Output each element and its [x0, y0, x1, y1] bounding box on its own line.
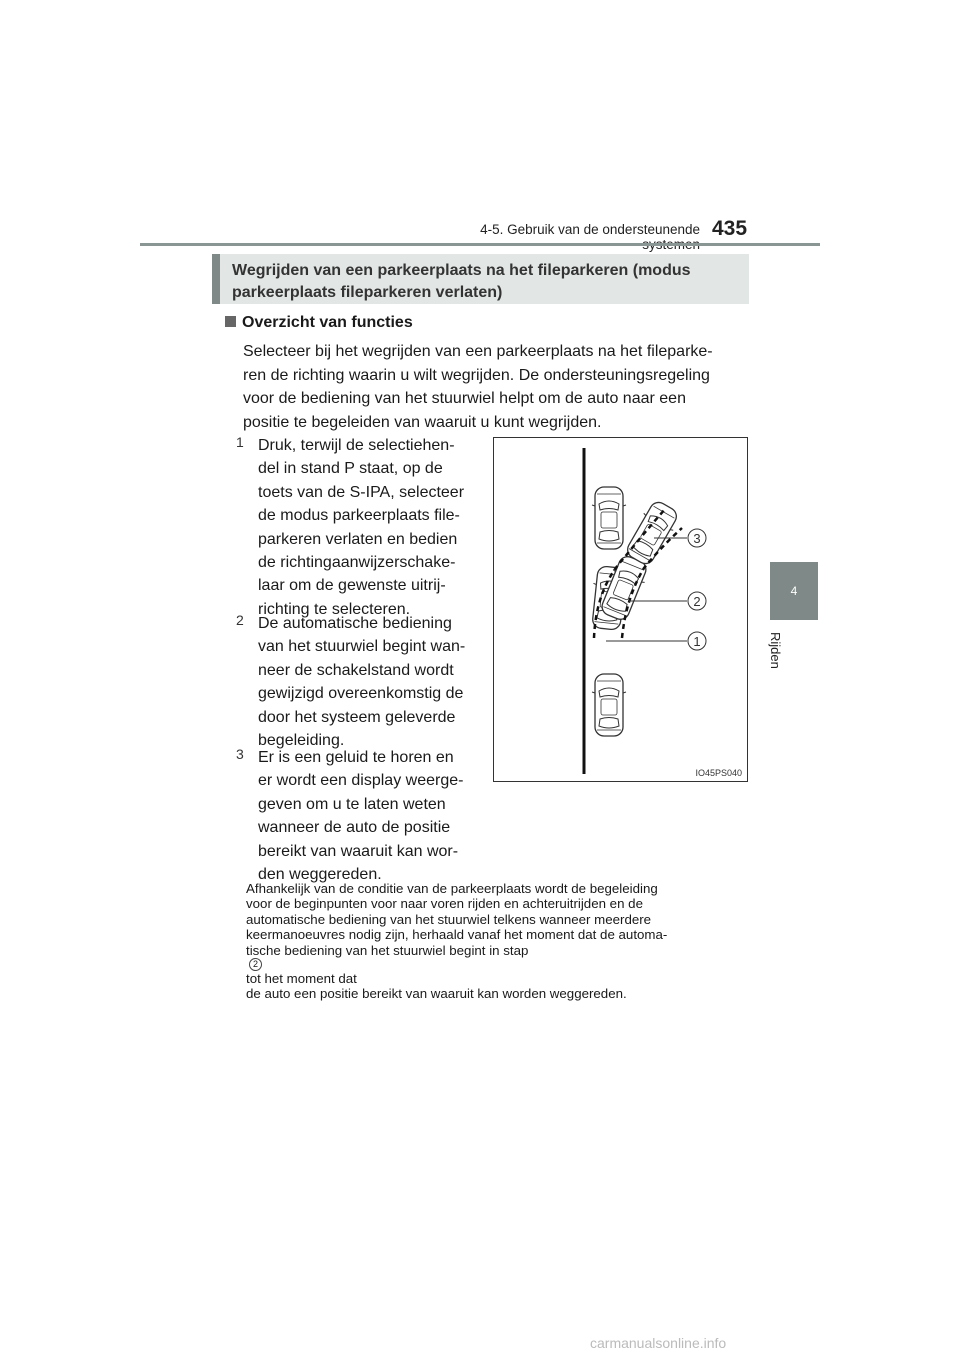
note-line: keermanoeuvres nodig zijn, herhaald vanaf het moment dat de automa-	[246, 927, 668, 943]
parked-car-icon	[592, 674, 626, 736]
step-number: 3	[236, 746, 244, 762]
step-line: laar om de gewenste uitrij-	[258, 577, 446, 595]
subheading-text: Overzicht van functies	[242, 314, 413, 331]
step-line: van het stuurwiel begint wan-	[258, 638, 466, 656]
note-line	[246, 943, 746, 987]
callout-number: 1	[693, 634, 701, 649]
side-tab	[770, 562, 818, 620]
header-rule	[140, 243, 820, 246]
step-line: er wordt een display weerge-	[258, 772, 464, 790]
side-tab-number: 4	[790, 584, 798, 598]
note-line: Afhankelijk van de conditie van de parkeerplaats wordt de begeleiding	[246, 881, 658, 896]
subheading	[225, 314, 413, 332]
intro-line: voor de bediening van het stuurwiel helpt om de auto naar een	[243, 390, 686, 407]
parking-illustration	[494, 438, 747, 781]
intro-line: ren de richting waarin u wilt wegrijden. De ondersteuningsregeling	[243, 366, 710, 384]
step-reference-icon: 2	[249, 958, 262, 971]
step-line: del in stand P staat, op de	[258, 460, 443, 478]
step-number: 2	[236, 612, 244, 628]
step-line: neer de schakelstand wordt	[258, 661, 454, 679]
square-bullet-icon	[225, 316, 236, 327]
parking-figure	[493, 437, 748, 782]
note-text: tische bediening van het stuurwiel begint in stap	[246, 942, 529, 958]
step-line: de richtingaanwijzerschake-	[258, 554, 456, 572]
watermark: carmanualsonline.info	[590, 1335, 727, 1351]
step-line: den weggereden.	[258, 866, 382, 884]
parked-car-icon	[592, 487, 626, 549]
section-title-line: Wegrijden van een parkeerplaats na het fileparkeren (modus	[232, 262, 691, 279]
step-line: gewijzigd overeenkomstig de	[258, 685, 464, 703]
step-line: richting te selecteren.	[258, 600, 411, 618]
note-line: voor de beginpunten voor naar voren rijden en achteruitrijden en de	[246, 896, 643, 912]
callout-number: 2	[693, 594, 701, 609]
page-number: 435	[712, 217, 748, 240]
step-line: geven om u te laten weten	[258, 795, 446, 813]
step-line: toets van de S-IPA, selecteer	[258, 483, 465, 501]
intro-line: positie te begeleiden van waaruit u kunt wegrijden.	[243, 413, 602, 431]
step-line: Er is een geluid te horen en	[258, 749, 454, 766]
section-title-box	[212, 254, 749, 304]
step-line: parkeren verlaten en bedien	[258, 530, 458, 548]
step-line: bereikt van waaruit kan wor-	[258, 842, 459, 860]
chapter-title: 4-5. Gebruik van de ondersteunende	[480, 222, 700, 237]
step-number: 1	[236, 434, 244, 450]
step-line: begeleiding.	[258, 732, 345, 750]
step-line: wanneer de auto de positie	[258, 819, 451, 837]
note-line: automatische bediening van het stuurwiel telkens wanneer meerdere	[246, 911, 652, 927]
step-line: de modus parkeerplaats file-	[258, 507, 460, 525]
figure-code: IO45PS040	[695, 768, 742, 778]
intro-paragraph	[243, 340, 745, 434]
note-line: de auto een positie bereikt van waaruit kan worden weggereden.	[246, 986, 627, 1002]
callout-number: 3	[693, 531, 701, 546]
note-paragraph	[246, 881, 746, 1002]
intro-line: Selecteer bij het wegrijden van een parkeerplaats na het fileparke-	[243, 343, 713, 360]
side-tab-label: Rijden	[768, 632, 783, 669]
step-line: door het systeem geleverde	[258, 708, 456, 726]
step-line: Druk, terwijl de selectiehen-	[258, 437, 455, 454]
step-line: De automatische bediening	[258, 615, 452, 632]
note-text: tot het moment dat	[246, 971, 357, 987]
section-title-line: parkeerplaats fileparkeren verlaten)	[232, 284, 503, 301]
